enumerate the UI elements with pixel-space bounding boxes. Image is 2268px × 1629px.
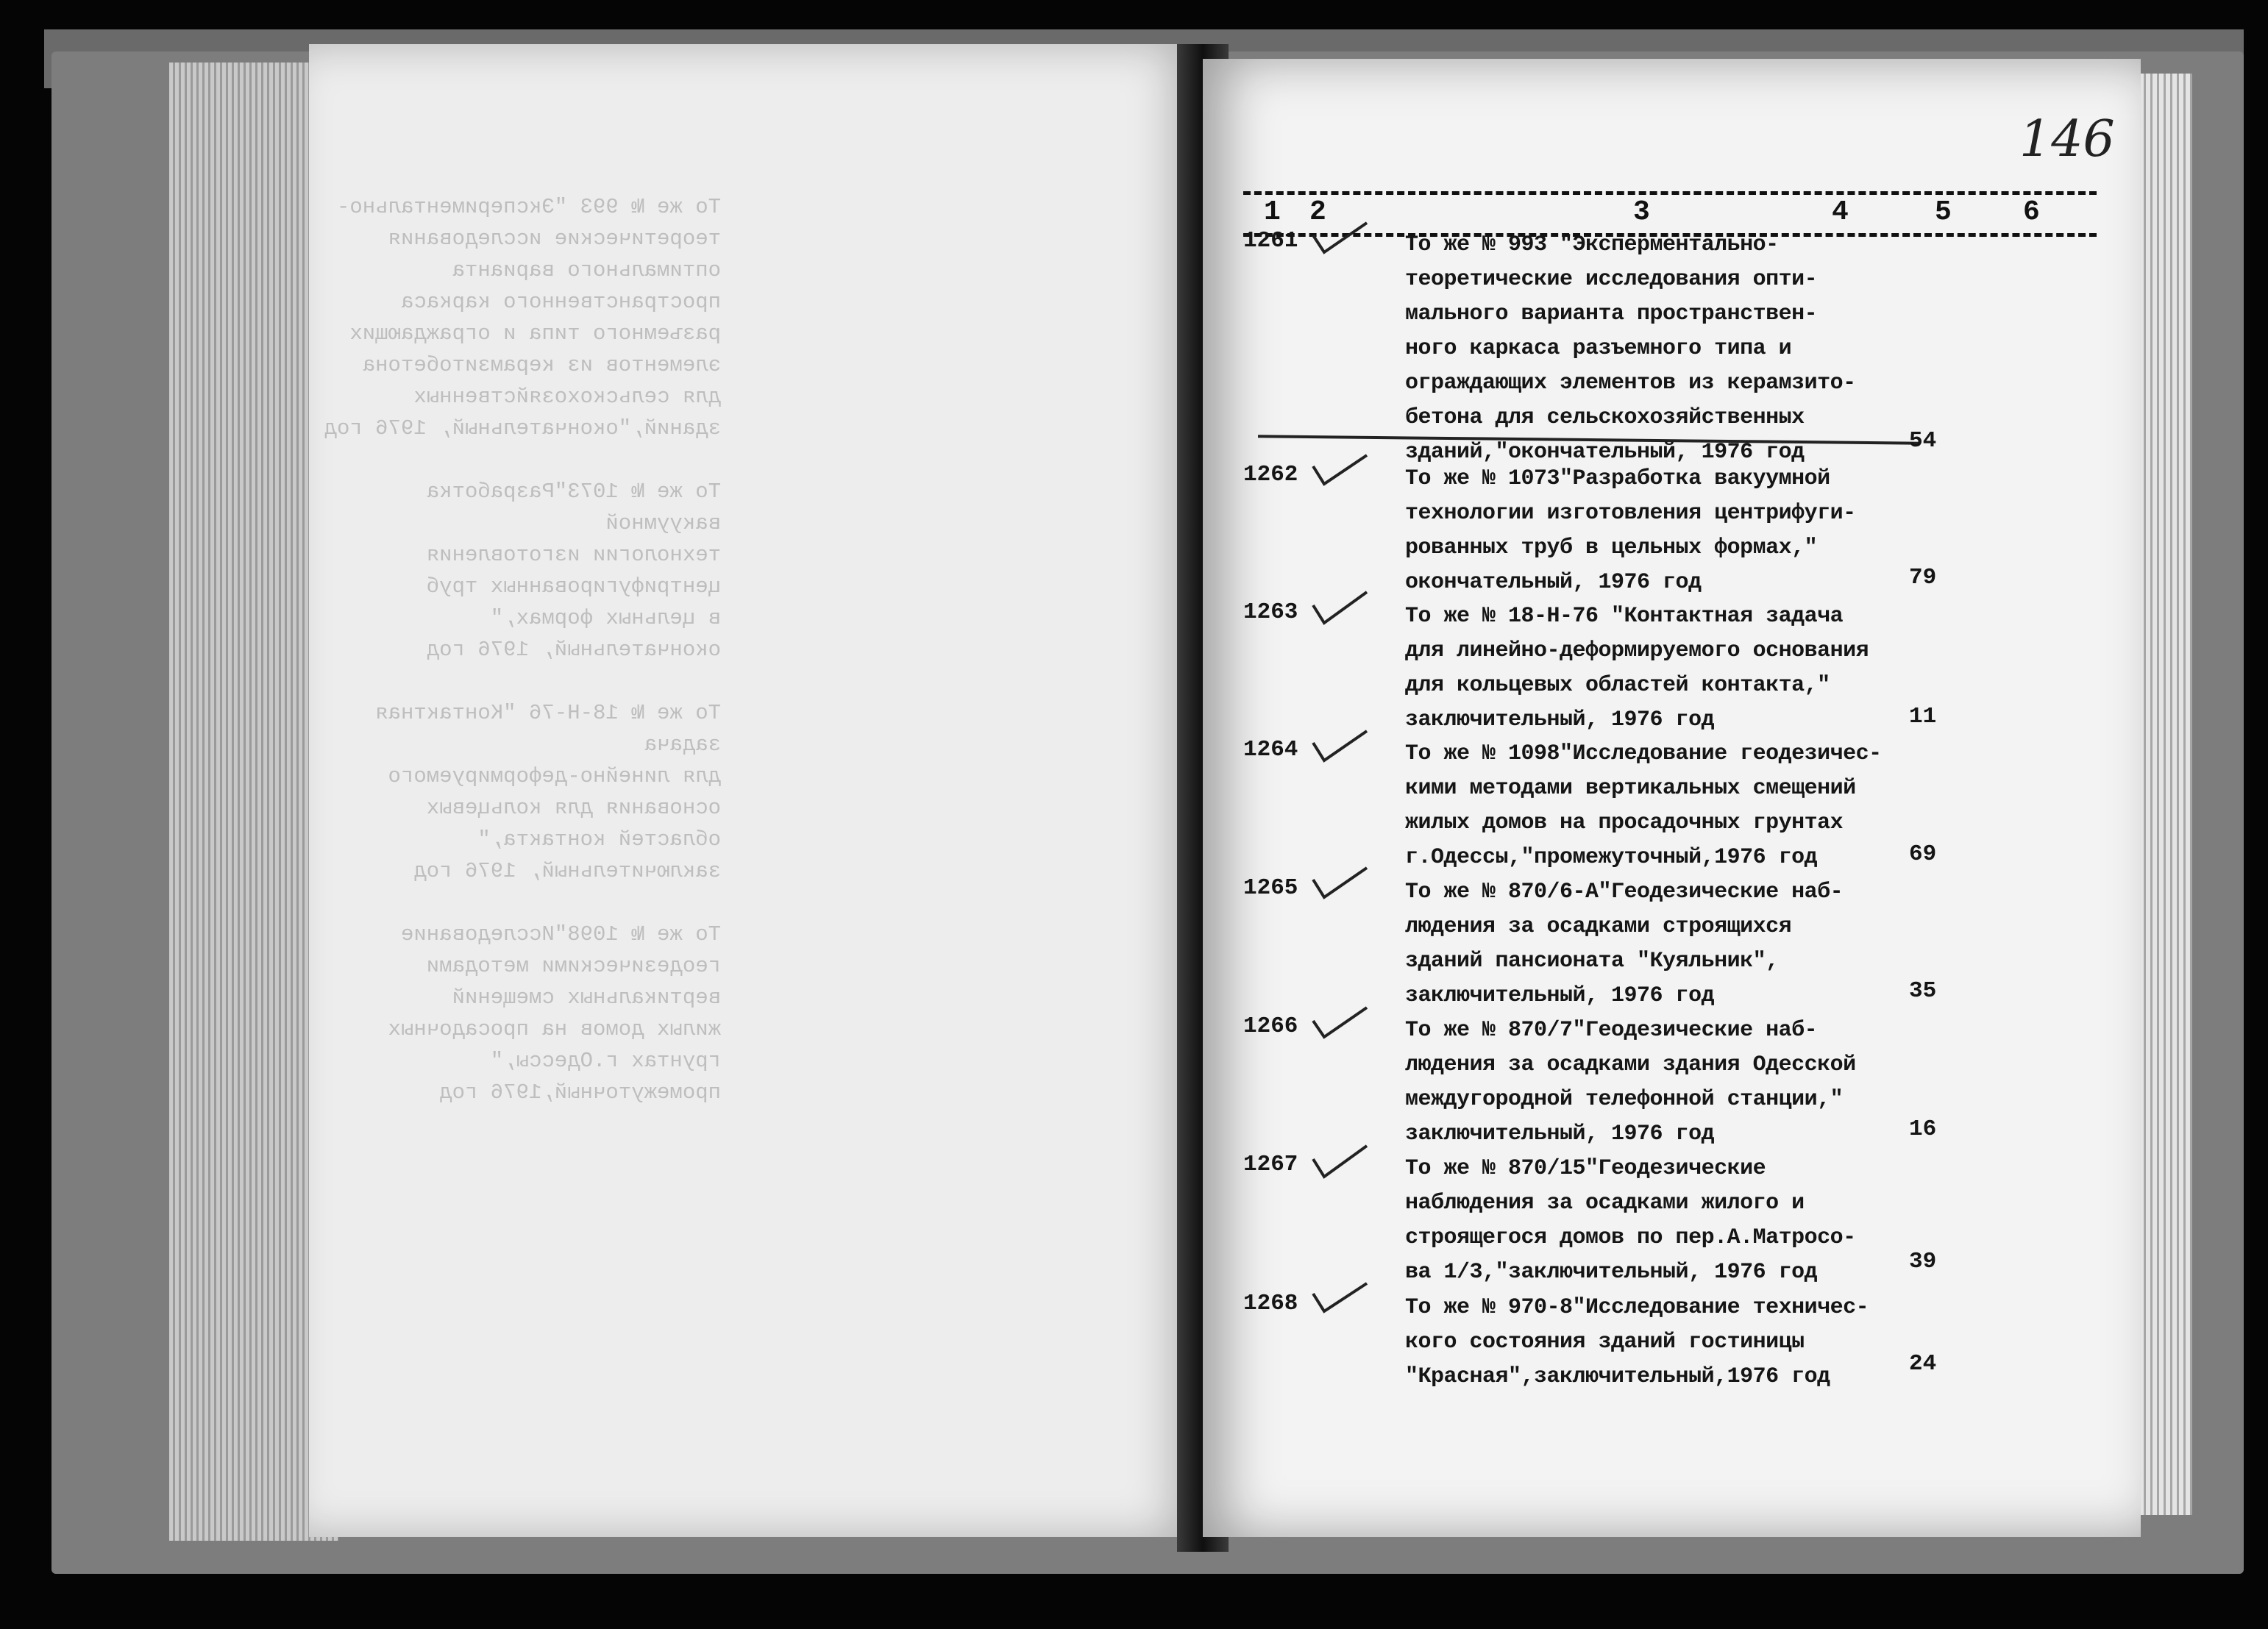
checkmark-icon: [1309, 1282, 1368, 1319]
entry-description: То же № 870/6-А"Геодезические наб- людения за осадками строящихся зданий пансионата "Куяльник", заключительный, 1976 год: [1405, 880, 1844, 1008]
column-header-2: 2: [1309, 196, 1326, 228]
checkmark-icon: [1309, 591, 1368, 627]
column-header-3: 3: [1633, 196, 1650, 228]
entry-pages: 35: [1909, 978, 1937, 1004]
checkmark-icon: [1309, 1005, 1368, 1041]
checkmark-icon: [1309, 453, 1368, 490]
entry-number: 1267: [1243, 1152, 1298, 1177]
entry-number: 1268: [1243, 1291, 1298, 1316]
checkmark-icon: [1309, 1143, 1368, 1180]
entry-pages: 69: [1909, 841, 1937, 867]
column-header-5: 5: [1935, 196, 1952, 228]
checkmark-icon: [1309, 866, 1368, 903]
entry-pages: 24: [1909, 1351, 1937, 1377]
entry-description: То же № 18-Н-76 "Контактная задача для линейно-деформируемого основания для кольцевых областей контакта," заключительный, 1976 год: [1405, 604, 1869, 732]
entry-pages: 39: [1909, 1249, 1937, 1275]
entry-number: 1263: [1243, 599, 1298, 625]
entry-description: То же № 970-8"Исследование техничес- кого состояния зданий гостиницы "Красная",заключительный,1976 год: [1405, 1295, 1869, 1389]
entry-description: То же № 870/7"Геодезические наб- людения за осадками здания Одесской междугородной телефонной станции," заключительный, 1976 год: [1405, 1018, 1856, 1147]
column-header-6: 6: [2023, 196, 2040, 228]
entry-pages: 79: [1909, 565, 1937, 591]
entry-pages: 54: [1909, 428, 1937, 454]
column-header-4: 4: [1832, 196, 1849, 228]
entry-pages: 11: [1909, 704, 1937, 730]
entry-description: То же № 993 "Эксперментально- теоретические исследования опти- мального варианта пространствен- ного каркаса разъемного типа и ограждающих элементов из керамзито- бетона для сельскохозяйственных зданий,"окончательный, 1976 год: [1405, 232, 1856, 465]
entry-description: То же № 870/15"Геодезические наблюдения за осадками жилого и строящегося домов по пер.А.Матросо- ва 1/3,"заключительный, 1976 год: [1405, 1156, 1856, 1285]
entry-description: То же № 1098"Исследование геодезичес- кими методами вертикальных смещений жилых домов на просадочных грунтах г.Одессы,"промежуточный,1976 год: [1405, 741, 1882, 870]
entry-number: 1261: [1243, 228, 1298, 254]
entry-number: 1264: [1243, 737, 1298, 763]
checkmark-icon: [1309, 728, 1368, 765]
folio-number: 146: [2019, 110, 2115, 168]
checkmark-icon: [1309, 219, 1368, 256]
entry-number: 1262: [1243, 462, 1298, 488]
entry-pages: 16: [1909, 1116, 1937, 1142]
entry-number: 1266: [1243, 1013, 1298, 1039]
column-header-1: 1: [1264, 196, 1281, 228]
left-page-bleedthrough-text: То же № 993 "Экспериментально- теоретические исследования оптимального варианта пространственного каркаса разъемного типа и ограждающих элементов из керамзитобетона для сельскохозяйственных зданий,"окончательный, 1976 год То же № 1073"Разработка вакуумной технологии изготовления центрифугированных труб в цельных формах," окончательный, 1976 год То же № 18-Н-76 "Контактная задача для линейно-деформируемого основания для кольцевых областей контакта," заключительный, 1976 год То же № 1098"Исследование геодезическими методами вертикальных смещений жилых домов на просадочных грунтах г.Одессы," промежуточный,1976 год: [324, 195, 721, 1105]
entry-number: 1265: [1243, 875, 1298, 901]
entry-description: То же № 1073"Разработка вакуумной технологии изготовления центрифуги- рованных труб в цельных формах," окончательный, 1976 год: [1405, 466, 1856, 595]
